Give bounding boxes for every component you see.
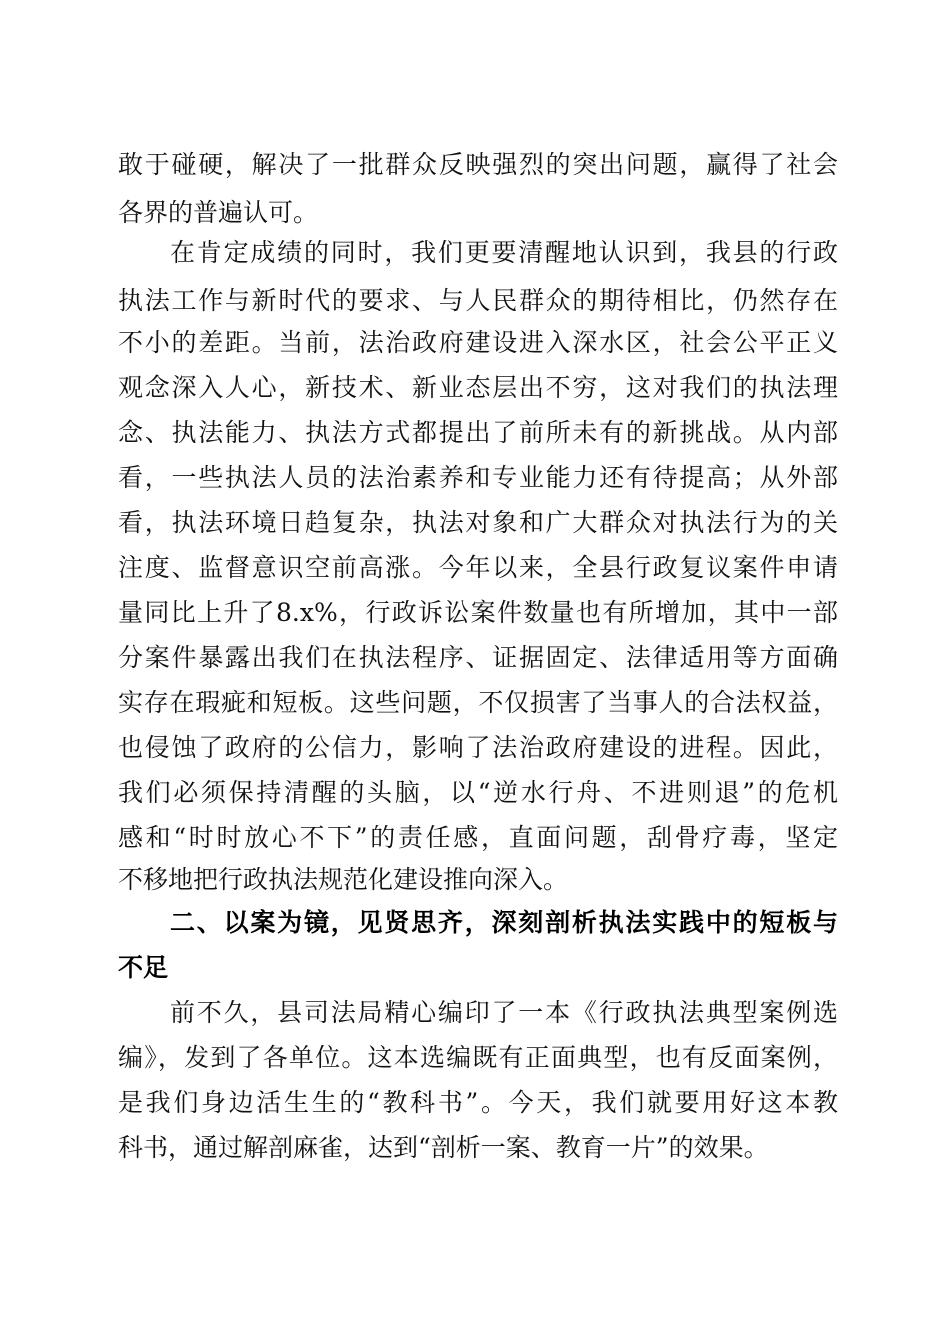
paragraph-1-line-1: 敢于碰硬，解决了一批群众反映强烈的突出问题，赢得了社会 bbox=[118, 150, 838, 179]
paragraph-2-line-13: 我们必须保持清醒的头脑，以“逆水行舟、不进则退”的危机 bbox=[118, 778, 838, 807]
paragraph-2-line-12: 也侵蚀了政府的公信力，影响了法治政府建设的进程。因此， bbox=[118, 733, 838, 762]
paragraph-3-line-3: 是我们身边活生生的“教科书”。今天，我们就要用好这本教 bbox=[118, 1088, 838, 1117]
paragraph-3-line-4: 科书，通过解剖麻雀，达到“剖析一案、教育一片”的效果。 bbox=[118, 1133, 769, 1162]
section-heading-line-1: 二、以案为镜，见贤思齐，深刻剖析执法实践中的短板与 bbox=[170, 908, 838, 937]
paragraph-1-line-2: 各界的普遍认可。 bbox=[118, 198, 319, 227]
paragraph-2-line-14: 感和“时时放心不下”的责任感，直面问题，刮骨疗毒，坚定 bbox=[118, 823, 838, 852]
section-heading-line-2: 不足 bbox=[118, 953, 169, 982]
paragraph-2-line-1: 在肯定成绩的同时，我们更要清醒地认识到，我县的行政 bbox=[170, 238, 838, 267]
paragraph-2-line-7: 看，执法环境日趋复杂，执法对象和广大群众对执法行为的关 bbox=[118, 508, 838, 537]
paragraph-3-line-1: 前不久，县司法局精心编印了一本《行政执法典型案例选 bbox=[170, 998, 838, 1027]
paragraph-2-line-10: 分案件暴露出我们在执法程序、证据固定、法律适用等方面确 bbox=[118, 643, 838, 672]
paragraph-2-line-8: 注度、监督意识空前高涨。今年以来，全县行政复议案件申请 bbox=[118, 553, 838, 582]
paragraph-2-line-4: 观念深入人心，新技术、新业态层出不穷，这对我们的执法理 bbox=[118, 373, 838, 402]
paragraph-2-line-6: 看，一些执法人员的法治素养和专业能力还有待提高；从外部 bbox=[118, 463, 838, 492]
paragraph-2-line-5: 念、执法能力、执法方式都提出了前所未有的新挑战。从内部 bbox=[118, 418, 838, 447]
paragraph-2-line-9: 量同比上升了8.x%，行政诉讼案件数量也有所增加，其中一部 bbox=[118, 598, 838, 627]
paragraph-2-line-2: 执法工作与新时代的要求、与人民群众的期待相比，仍然存在 bbox=[118, 286, 838, 315]
paragraph-2-line-3: 不小的差距。当前，法治政府建设进入深水区，社会公平正义 bbox=[118, 328, 838, 357]
paragraph-2-line-15: 不移地把行政执法规范化建设推向深入。 bbox=[118, 865, 569, 894]
paragraph-2-line-11: 实存在瑕疵和短板。这些问题，不仅损害了当事人的合法权益， bbox=[118, 688, 838, 717]
paragraph-3-line-2: 编》，发到了各单位。这本选编既有正面典型，也有反面案例， bbox=[118, 1043, 838, 1072]
